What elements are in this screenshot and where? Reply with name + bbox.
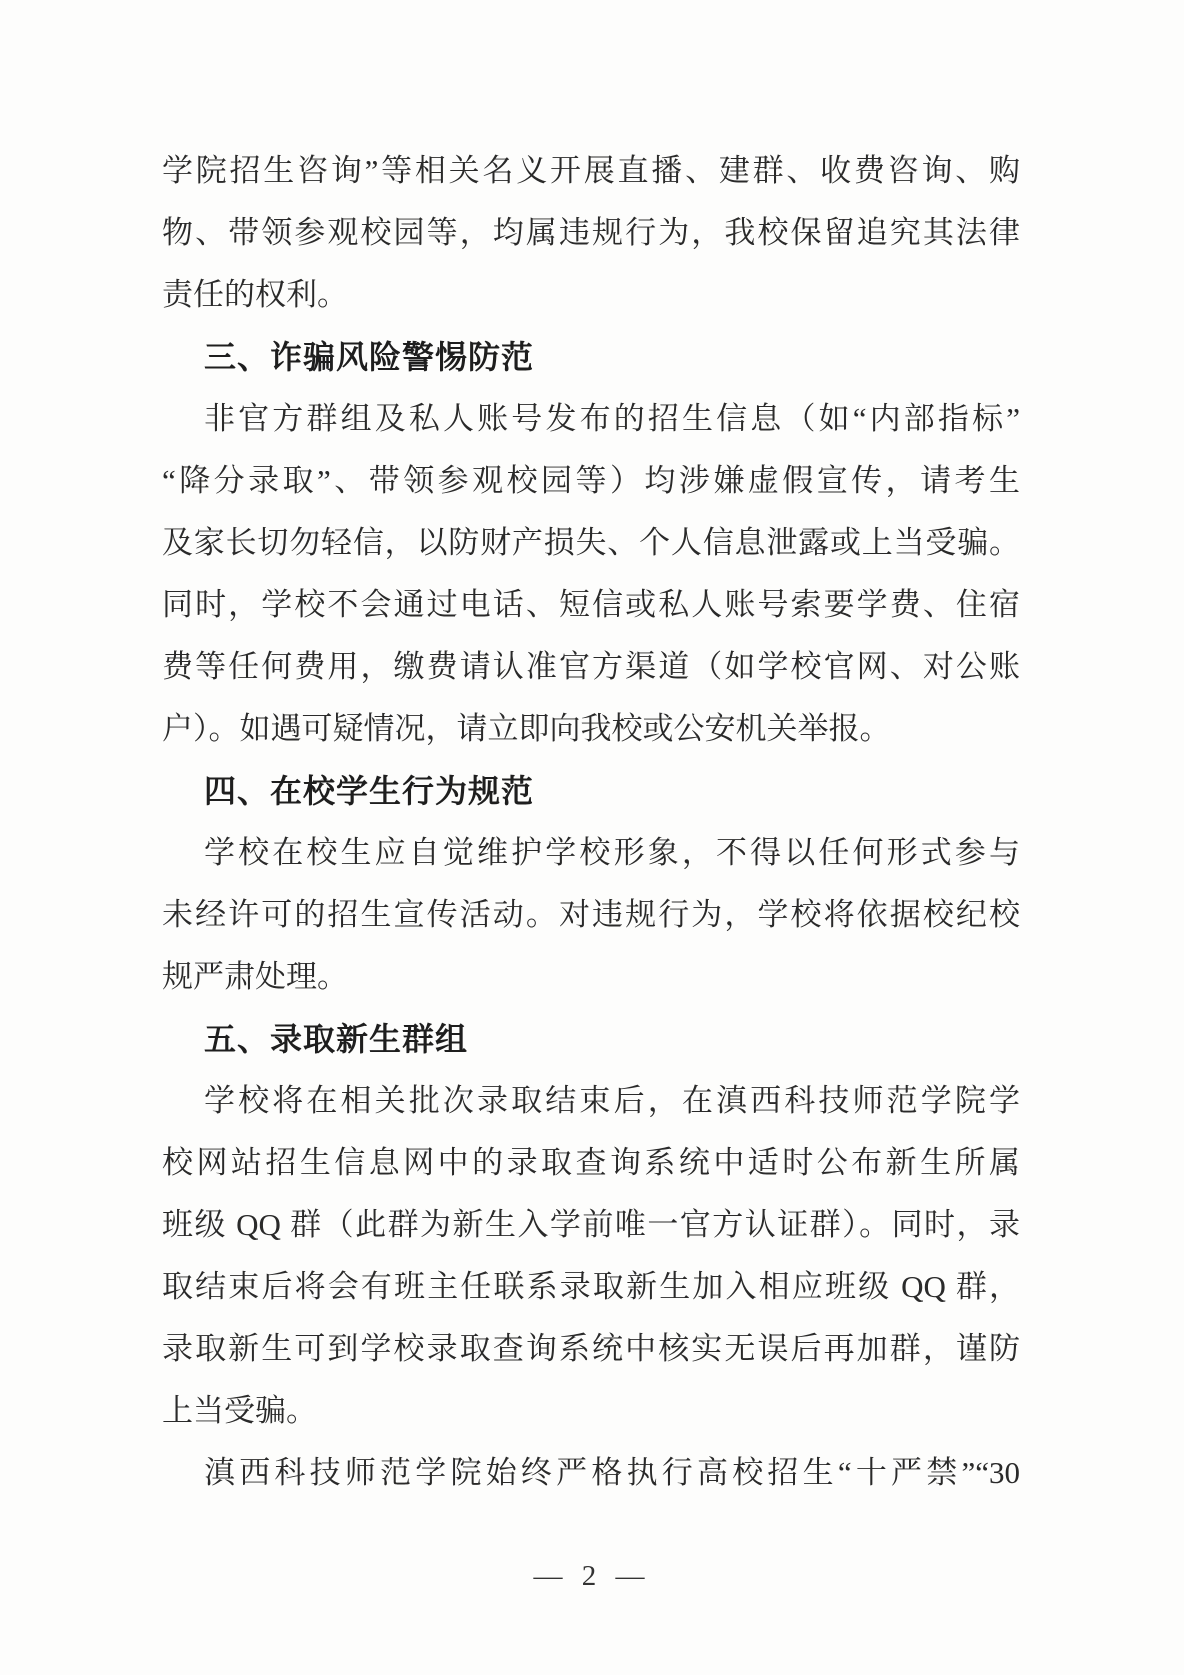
- section-heading-4: 四、在校学生行为规范: [204, 773, 535, 809]
- page-footer: [0, 1552, 1184, 1600]
- paragraph-line: 上当受骗。: [162, 1393, 317, 1428]
- paragraph-line: 班级 QQ 群（此群为新生入学前唯一官方认证群）。同时，录: [162, 1207, 1020, 1242]
- document-content: [162, 140, 1020, 1504]
- paragraph-line: 户）。如遇可疑情况，请立即向我校或公安机关举报。: [162, 711, 891, 746]
- section-heading-5: 五、录取新生群组: [204, 1021, 469, 1057]
- section-heading-3: 三、诈骗风险警惕防范: [204, 339, 535, 375]
- paragraph-line: 同时，学校不会通过电话、短信或私人账号索要学费、住宿: [162, 587, 1020, 622]
- paragraph-line: 学院招生咨询”等相关名义开展直播、建群、收费咨询、购: [162, 153, 1020, 188]
- paragraph-line: 校网站招生信息网中的录取查询系统中适时公布新生所属: [162, 1145, 1020, 1180]
- paragraph-line: 非官方群组及私人账号发布的招生信息（如“内部指标”: [204, 401, 1020, 436]
- paragraph-line: 责任的权利。: [162, 277, 348, 312]
- paragraph-line: 规严肃处理。: [162, 959, 348, 994]
- paragraph-line: 学校在校生应自觉维护学校形象，不得以任何形式参与: [204, 835, 1020, 870]
- paragraph-line: 物、带领参观校园等，均属违规行为，我校保留追究其法律: [162, 215, 1020, 250]
- paragraph-line: “降分录取”、带领参观校园等）均涉嫌虚假宣传，请考生: [162, 463, 1020, 498]
- paragraph-line: 学校将在相关批次录取结束后，在滇西科技师范学院学: [204, 1083, 1020, 1118]
- page-number: — 2 —: [533, 1560, 651, 1592]
- paragraph-line: 费等任何费用，缴费请认准官方渠道（如学校官网、对公账: [162, 649, 1020, 684]
- paragraph-line: 及家长切勿轻信，以防财产损失、个人信息泄露或上当受骗。: [162, 525, 1020, 560]
- paragraph-line: 录取新生可到学校录取查询系统中核实无误后再加群，谨防: [162, 1331, 1020, 1366]
- paragraph-line: 未经许可的招生宣传活动。对违规行为，学校将依据校纪校: [162, 897, 1020, 932]
- paragraph-line: 滇西科技师范学院始终严格执行高校招生“十严禁”“30: [204, 1455, 1020, 1490]
- paragraph-line: 取结束后将会有班主任联系录取新生加入相应班级 QQ 群，: [162, 1269, 1020, 1304]
